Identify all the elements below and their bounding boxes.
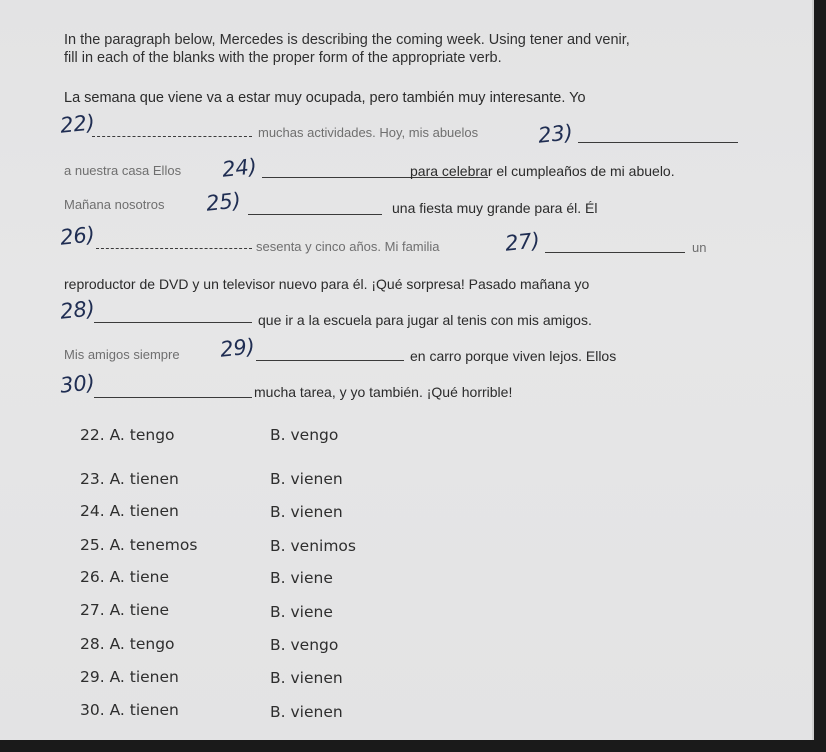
choice-24-a[interactable]: 24. A. tienen <box>80 502 179 520</box>
paragraph-text-10: que ir a la escuela para jugar al tenis con mis amigos. <box>258 312 592 328</box>
paragraph-text-3: a nuestra casa Ellos <box>64 163 182 178</box>
choice-24-b[interactable]: B. vienen <box>270 503 343 521</box>
choice-26-a[interactable]: 26. A. tiene <box>80 568 170 586</box>
choice-29-b[interactable]: B. vienen <box>270 669 343 687</box>
choice-22-b[interactable]: B. vengo <box>270 426 339 444</box>
blank-26[interactable] <box>96 248 252 249</box>
number-26: 26) <box>58 222 97 250</box>
blank-22[interactable] <box>92 136 252 137</box>
choice-30-b[interactable]: B. vienen <box>270 703 343 721</box>
number-29: 29) <box>218 334 257 362</box>
paragraph-text-13: mucha tarea, y yo también. ¡Qué horrible! <box>254 384 513 400</box>
blank-23[interactable] <box>578 142 738 143</box>
blank-30[interactable] <box>94 397 252 398</box>
choice-28-a[interactable]: 28. A. tengo <box>80 635 175 653</box>
paragraph-text-8: un <box>692 240 707 255</box>
choice-27-a[interactable]: 27. A. tiene <box>80 601 170 619</box>
choice-22-a[interactable]: 22. A. tengo <box>80 426 175 444</box>
number-24: 24) <box>220 154 259 182</box>
choice-27-b[interactable]: B. viene <box>270 603 333 621</box>
choice-25-a[interactable]: 25. A. tenemos <box>80 536 198 554</box>
choice-26-b[interactable]: B. viene <box>270 569 333 587</box>
choice-29-a[interactable]: 29. A. tienen <box>80 668 179 686</box>
number-28: 28) <box>58 296 97 324</box>
paragraph-text-7: sesenta y cinco años. Mi familia <box>256 239 440 254</box>
choice-30-a[interactable]: 30. A. tienen <box>80 701 179 719</box>
paragraph-line-1: La semana que viene va a estar muy ocupada, pero también muy interesante. Yo <box>64 90 586 106</box>
number-22: 22) <box>58 110 97 138</box>
blank-29[interactable] <box>256 360 404 361</box>
blank-25[interactable] <box>248 214 382 215</box>
number-27: 27) <box>503 228 542 256</box>
choice-25-b[interactable]: B. venimos <box>270 537 356 555</box>
instructions-line-2: fill in each of the blanks with the proper form of the appropriate verb. <box>64 50 502 66</box>
paragraph-text-12: en carro porque viven lejos. Ellos <box>410 348 617 364</box>
number-25: 25) <box>204 188 243 216</box>
choice-23-a[interactable]: 23. A. tienen <box>80 470 179 488</box>
instructions-line-1: In the paragraph below, Mercedes is describing the coming week. Using tener and venir, <box>64 32 630 48</box>
choice-23-b[interactable]: B. vienen <box>270 470 343 488</box>
paragraph-line-6: reproductor de DVD y un televisor nuevo para él. ¡Qué sorpresa! Pasado mañana yo <box>64 276 590 292</box>
number-30: 30) <box>58 370 97 398</box>
paragraph-text-4: para celebrar el cumpleaños de mi abuelo. <box>410 163 675 179</box>
paragraph-text-5: Mañana nosotros <box>64 197 165 212</box>
blank-28[interactable] <box>94 322 252 323</box>
number-23: 23) <box>536 120 575 148</box>
blank-27[interactable] <box>545 252 685 253</box>
paragraph-text-6: una fiesta muy grande para él. Él <box>392 200 598 216</box>
paragraph-text-11: Mis amigos siempre <box>64 347 180 362</box>
choice-28-b[interactable]: B. vengo <box>270 636 339 654</box>
paragraph-text-2: muchas actividades. Hoy, mis abuelos <box>258 125 479 140</box>
